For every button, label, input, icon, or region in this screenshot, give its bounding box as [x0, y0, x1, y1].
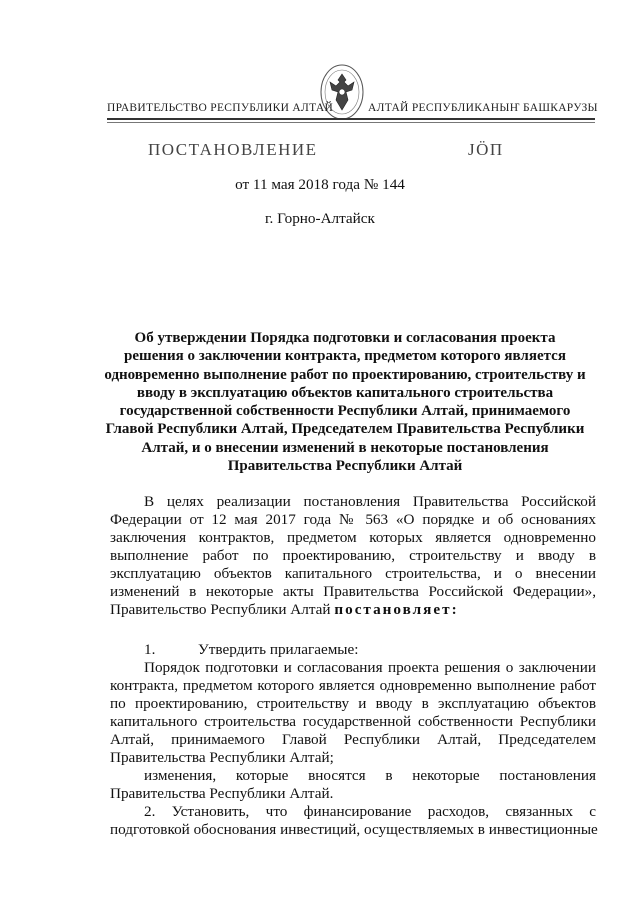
- header-rule: [107, 118, 595, 120]
- preamble-line: заключения контрактов, предметом которых является одновременно: [110, 529, 596, 546]
- preamble-line: эксплуатацию объектов капитального строительства, и о внесении: [110, 565, 596, 582]
- item-1a-line: контракта, предметом которого является одновременно выполнение работ: [110, 677, 596, 694]
- item-1a-line: Алтай, принимаемого Главой Республики Алтай, Председателем: [110, 731, 596, 748]
- title-line: Об утверждении Порядка подготовки и согласования проекта: [134, 330, 556, 346]
- preamble-line: изменений в некоторые акты Правительства Российской Федерации»,: [110, 583, 596, 600]
- preamble-line: выполнение работ по проектированию, строительству и вводу в: [110, 547, 596, 564]
- title-line: вводу в эксплуатацию объектов капитального строительства: [136, 384, 554, 401]
- item-1b-line: изменения, которые вносятся в некоторые постановления: [144, 767, 596, 784]
- resolution-keyword: постановляет:: [334, 601, 459, 618]
- title-line: одновременно выполнение работ по проектированию, строительству и: [104, 366, 586, 383]
- item-1a-line: капитального строительства государственной собственности Республики: [110, 713, 596, 730]
- title-line: решения о заключении контракта, предметом которого является: [124, 348, 566, 365]
- coat-of-arms-emblem: [318, 62, 366, 126]
- title-line: Правительства Республики Алтай: [227, 458, 463, 475]
- document-city: г. Горно-Алтайск: [265, 210, 375, 227]
- item-2-line: подготовкой обоснования инвестиций, осуществляемых в инвестиционные: [110, 821, 598, 838]
- preamble-resolution-prefix: Правительство Республики Алтай: [110, 601, 335, 618]
- preamble-line: Федерации от 12 мая 2017 года № 563 «О порядке и об основаниях: [110, 511, 596, 528]
- item-2-line: 2. Установить, что финансирование расходов, связанных с: [144, 803, 596, 820]
- header-government-alt: АЛТАЙ РЕСПУБЛИКАНЫҤ БАШКАРУЗЫ: [368, 102, 598, 114]
- preamble-resolution-line: [110, 601, 459, 619]
- title-line: Главой Республики Алтай, Председателем Правительства Республики: [105, 421, 585, 438]
- item-1a-line: Правительства Республики Алтай;: [110, 749, 334, 766]
- title-line: государственной собственности Республики Алтай, принимаемого: [119, 403, 571, 420]
- preamble-line: В целях реализации постановления Правительства Российской: [144, 493, 596, 510]
- item-1a-line: по проектированию, строительству и вводу в эксплуатацию объектов: [110, 695, 596, 712]
- doc-type-ru: ПОСТАНОВЛЕНИЕ: [148, 140, 318, 159]
- item-1-text: Утвердить прилагаемые:: [198, 641, 359, 658]
- header-rule-thin: [107, 122, 595, 123]
- document-date: от 11 мая 2018 года № 144: [235, 176, 405, 193]
- item-1b-line: Правительства Республики Алтай.: [110, 785, 334, 802]
- doc-type-alt: ЈӦП: [468, 140, 504, 159]
- title-line: Алтай, и о внесении изменений в некоторые постановления: [141, 439, 549, 456]
- item-1-number: 1.: [144, 641, 156, 658]
- item-1a-line: Порядок подготовки и согласования проекта решения о заключении: [144, 659, 596, 676]
- document-title: [100, 329, 590, 475]
- header-government-ru: ПРАВИТЕЛЬСТВО РЕСПУБЛИКИ АЛТАЙ: [107, 102, 334, 114]
